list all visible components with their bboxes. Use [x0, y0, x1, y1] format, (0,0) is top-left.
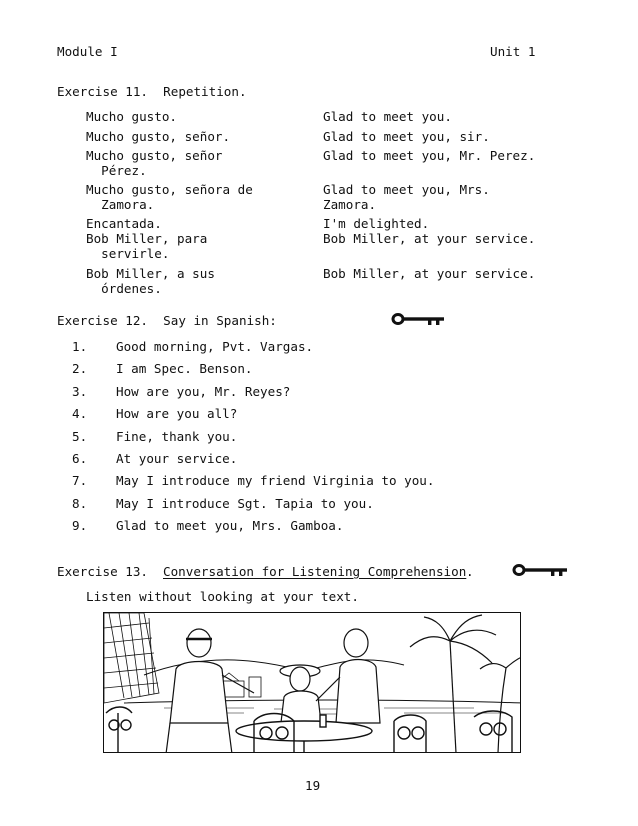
key-icon	[512, 563, 570, 577]
list-item-number: 1.	[72, 339, 88, 354]
english-translation: Bob Miller, at your service.	[323, 231, 536, 246]
exercise-12-title: Exercise 12. Say in Spanish:	[57, 313, 277, 328]
english-translation: I'm delighted.	[323, 216, 430, 231]
list-item-text: Good morning, Pvt. Vargas.	[116, 339, 314, 354]
spanish-phrase: Mucho gusto, señor	[86, 148, 223, 163]
spanish-phrase: Encantada.	[86, 216, 162, 231]
list-item-text: I am Spec. Benson.	[116, 361, 253, 377]
spanish-phrase: Mucho gusto, señora de	[86, 182, 253, 197]
spanish-phrase: servirle.	[86, 246, 170, 261]
spanish-phrase: Mucho gusto, señor.	[86, 129, 231, 144]
exercise-11-title: Exercise 11. Repetition.	[57, 84, 247, 99]
list-item-number: 4.	[72, 406, 88, 422]
list-item-text: May I introduce my friend Virginia to you.	[116, 473, 435, 489]
exercise-13-title: Conversation for Listening Comprehension	[163, 564, 467, 579]
spanish-phrase: órdenes.	[86, 281, 162, 296]
list-item-text: Glad to meet you, Mrs. Gamboa.	[116, 518, 344, 534]
list-item-text: How are you all?	[116, 406, 238, 422]
exercise-13-instruction: Listen without looking at your text.	[86, 589, 359, 604]
english-translation: Glad to meet you, sir.	[323, 129, 490, 144]
list-item-number: 6.	[72, 451, 88, 466]
list-item-number: 3.	[72, 383, 88, 399]
english-translation: Glad to meet you.	[323, 109, 452, 124]
english-translation: Glad to meet you, Mrs.	[323, 182, 490, 197]
list-item-number: 8.	[72, 495, 88, 511]
unit-label: Unit 1	[490, 44, 536, 59]
spanish-phrase: Pérez.	[86, 163, 147, 178]
exercise-13-label: Exercise 13.	[57, 564, 148, 579]
list-item-text: How are you, Mr. Reyes?	[116, 383, 291, 399]
list-item-number: 2.	[72, 361, 88, 377]
english-translation: Glad to meet you, Mr. Perez.	[323, 148, 536, 163]
spanish-phrase: Zamora.	[86, 197, 155, 212]
key-icon	[391, 312, 447, 326]
spanish-phrase: Bob Miller, para	[86, 231, 208, 246]
list-item-text: At your service.	[116, 451, 238, 466]
list-item-number: 7.	[72, 473, 88, 489]
english-translation: Bob Miller, at your service.	[323, 266, 536, 281]
english-translation: Zamora.	[323, 197, 377, 212]
list-item-number: 5.	[72, 428, 88, 444]
list-item-text: May I introduce Sgt. Tapia to you.	[116, 495, 374, 511]
list-item-number: 9.	[72, 518, 88, 534]
page-number: 19	[305, 778, 321, 793]
module-label: Module I	[57, 44, 118, 59]
list-item-text: Fine, thank you.	[116, 428, 238, 444]
exercise-13-period: .	[466, 564, 474, 579]
spanish-phrase: Bob Miller, a sus	[86, 266, 215, 281]
cafe-conversation-illustration	[103, 612, 521, 753]
spanish-phrase: Mucho gusto.	[86, 109, 177, 124]
